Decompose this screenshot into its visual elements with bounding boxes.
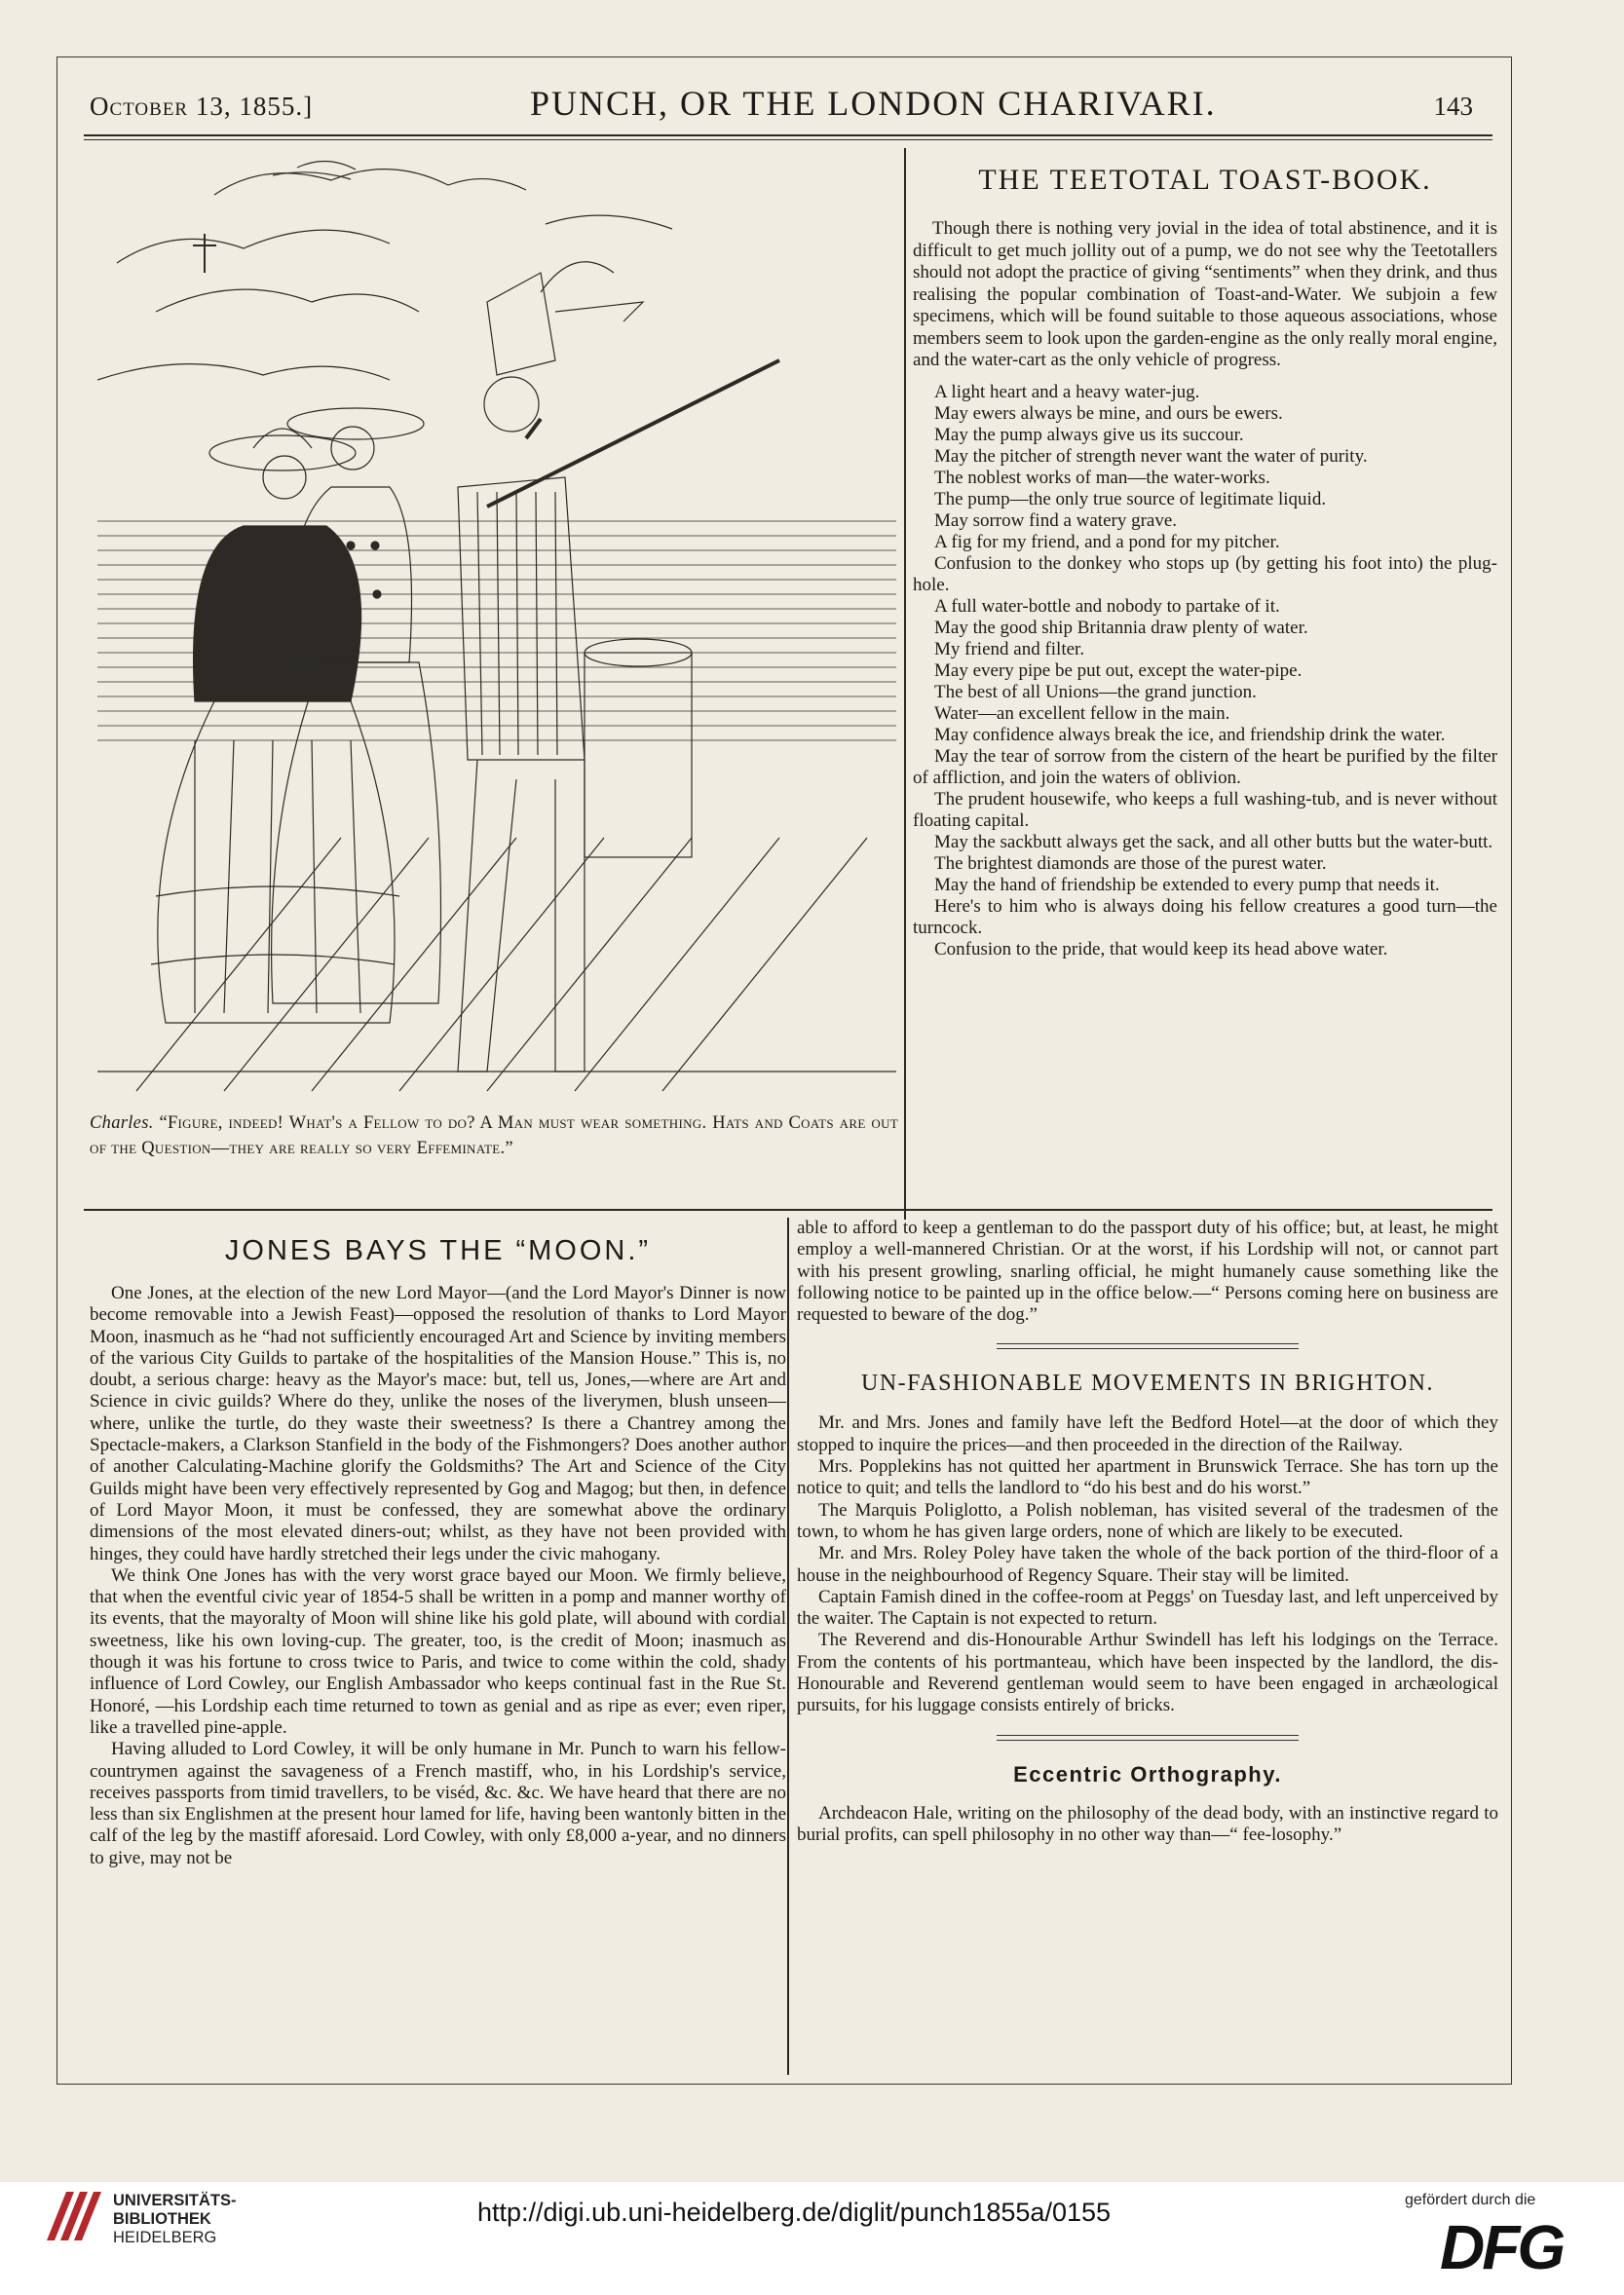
cloud-shapes — [97, 161, 672, 380]
library-line: UNIVERSITÄTS- — [113, 2192, 237, 2209]
teetotal-intro: Though there is nothing very jovial in the idea of total abstinence, and it is difficult to get much jollity out of a pump, we do not see why the Teetotallers should not adopt the practice of giving “sentiments” when they drink, and thus realising the popular combination of Toast-and-Water. We subjoin a few specimens, which will be found suitable to those aqueous associations, whose members seem to look upon the garden-engine as the only really moral engine, and the water-cart as the only vehicle of progress. — [913, 218, 1497, 370]
toast-item: Confusion to the pride, that would keep its head above water. — [934, 938, 1388, 959]
brighton-paragraph: Mrs. Popplekins has not quitted her apartment in Brunswick Terrace. She has torn up the notice to quit; and tells the landlord to “do his best and do his worst.” — [797, 1456, 1498, 1499]
library-name — [113, 2192, 237, 2247]
column-divider-bottom — [787, 1218, 789, 2075]
toast-item: May confidence always break the ice, and friendship drink the water. — [934, 724, 1446, 745]
teetotal-article — [913, 164, 1497, 960]
masthead-title: PUNCH, OR THE LONDON CHARIVARI. — [529, 84, 1217, 123]
digitization-footer — [0, 2182, 1624, 2295]
toast-item: May the hand of friendship be extended to every pump that needs it. — [934, 874, 1440, 895]
running-header — [90, 83, 1473, 132]
library-logo-icon — [37, 2182, 105, 2250]
toast-item: A full water-bottle and nobody to partake of it. — [934, 595, 1280, 617]
jones-paragraph: One Jones, at the election of the new Lord Mayor—(and the Lord Mayor's Dinner is now become removable into a Jewish Feast)—opposed the resolution of thanks to Lord Mayor Moon, inasmuch as he “had not sufficiently encouraged Art and Science by inviting members of the various City Guilds to partake of the hospitalities of the Mansion House.” This is, no doubt, a serious charge: heavy as the Mayor's mace: but, tell us, Jones,—where are Art and Science in civic guilds? Where do they, unlike the noses of the liverymen, blush unseen—where, unlike the turtle, do they waste their sweetness? Is there a Chantrey among the Spectacle-makers, a Clarkson Stanfield in the body of the Fishmongers? Does another author of another Calculating-Machine glorify the Goldsmiths? The Art and Science of the City Guilds might have been very effectively represented by Gog and Magog; but then, in defence of Lord Mayor Moon, it must be confessed, they are somewhat above the ordinary dimensions of the most elevated diners-out; whilst, as they have not been provided with hinges, they could have hardly stretched their legs under the civic mahogany. — [90, 1283, 786, 1564]
toast-item: May ewers always be mine, and ours be ewers. — [934, 402, 1283, 424]
toast-item: Water—an excellent fellow in the main. — [934, 702, 1230, 724]
caption-speaker: Charles. — [90, 1113, 154, 1133]
jones-continuation: able to afford to keep a gentleman to do the passport duty of his office; but, at least, he might employ a well-mannered Christian. Or at the worst, if his Lordship will not, or cannot part with his present growling, snarling official, he might humanely cause something like the following notice to be painted up in the office below.—“ Persons coming here on business are requested to beware of the dog.” — [797, 1218, 1498, 1326]
page-number: 143 — [1433, 92, 1473, 121]
jones-article — [90, 1229, 786, 1869]
funding-note: gefördert durch die — [1405, 2192, 1536, 2208]
jones-paragraph: Having alluded to Lord Cowley, it will be only humane in Mr. Punch to warn his fellow-countrymen against the savageness of a French mastiff, who, in his Lordship's service, receives passports from timid travellers, to be viséd, &c. &c. We have heard that there are no less than six Englishmen at the present hour lamed for life, having been wantonly bitten in the calf of the leg by the mastiff aforesaid. Lord Cowley, with only £8,000 a-year, and no dinners to give, may not be — [90, 1739, 786, 1868]
right-bottom-column — [797, 1218, 1498, 1846]
toast-item: The pump—the only true source of legitimate liquid. — [934, 488, 1327, 509]
figure-woman-middle — [272, 408, 441, 1003]
library-line: HEIDELBERG — [113, 2229, 217, 2246]
toast-item: May the tear of sorrow from the cistern of the heart be purified by the filter of affliction, and join the waters of oblivion. — [913, 745, 1497, 788]
toast-item: The noblest works of man—the water-works. — [934, 467, 1270, 488]
header-rule-thin — [84, 139, 1492, 140]
jones-title: JONES BAYS THE “MOON.” — [224, 1235, 652, 1266]
jones-paragraph: We think One Jones has with the very worst grace bayed our Moon. We firmly believe, that when the eventful civic year of 1854-5 shall be written in a pomp and manner worthy of its events, that the mayoralty of Moon will shine like his gold plate, will abound with cordial sweetness, like his own loving-cup. The greater, too, is the credit of Moon; inasmuch as though it was his fortune to cross twice to Paris, and twice to come within the cold, shady influence of Lord Cowley, our English Ambassador who keeps continual fast in the Rue St. Honoré, —his Lordship each time returned to town as genial and as ripe as ever; even riper, like a travelled pine-apple. — [90, 1564, 786, 1738]
brighton-paragraph: Captain Famish dined in the coffee-room at Peggs' on Tuesday last, and left unperceived by the waiter. The Captain is not expected to return. — [797, 1586, 1498, 1630]
toast-item: The brightest diamonds are those of the purest water. — [934, 852, 1327, 874]
toast-list — [913, 382, 1497, 960]
toast-item: The prudent housewife, who keeps a full washing-tub, and is never without floating capital. — [913, 788, 1497, 831]
column-divider-top — [904, 148, 906, 1220]
source-url-link[interactable]: http://digi.ub.uni-heidelberg.de/diglit/punch1855a/0155 — [477, 2198, 1112, 2227]
toast-item: A fig for my friend, and a pond for my pitcher. — [934, 531, 1280, 552]
issue-date: October 13, 1855.] — [90, 92, 314, 121]
section-rule — [84, 1209, 1492, 1211]
toast-item: Here's to him who is always doing his fellow creatures a good turn—the turncock. — [913, 895, 1497, 938]
toast-item: May the pump always give us its succour. — [934, 424, 1244, 445]
figure-woman-left — [151, 234, 399, 1023]
brighton-title: UN-FASHIONABLE MOVEMENTS IN BRIGHTON. — [861, 1371, 1434, 1397]
teetotal-title: THE TEETOTAL TOAST-BOOK. — [978, 164, 1432, 196]
engraving-illustration — [97, 156, 896, 1130]
toast-item: May the sackbutt always get the sack, and all other butts but the water-butt. — [934, 831, 1493, 852]
brighton-paragraph: The Reverend and dis-Honourable Arthur Swindell has left his lodgings on the Terrace. From the contents of his portmanteau, which have been inspected by the landlord, the dis-Honourable and Reverend gentleman would seem to have been engaged in archæological pursuits, for his luggage consists entirely of bricks. — [797, 1630, 1498, 1716]
brighton-paragraph: Mr. and Mrs. Jones and family have left the Bedford Hotel—at the door of which they stopped to inquire the prices—and then proceeded in the direction of the Railway. — [797, 1412, 1498, 1455]
toast-item: The best of all Unions—the grand junction. — [934, 681, 1257, 702]
toast-item: My friend and filter. — [934, 638, 1085, 659]
brighton-paragraph: Mr. and Mrs. Roley Poley have taken the whole of the back portion of the third-floor of a house in the neighbourhood of Regency Square. Their stay will be limited. — [797, 1543, 1498, 1586]
toast-item: May every pipe be put out, except the water-pipe. — [934, 659, 1303, 681]
toast-item: Confusion to the donkey who stops up (by getting his foot into) the plug-hole. — [913, 552, 1497, 595]
illustration-caption — [90, 1110, 898, 1161]
eccentric-text: Archdeacon Hale, writing on the philosophy of the dead body, with an instinctive regard to burial profits, can spell philosophy in no other way than—“ fee-losophy.” — [797, 1802, 1498, 1845]
header-rule — [84, 134, 1492, 136]
eccentric-title: Eccentric Orthography. — [1013, 1761, 1282, 1787]
brighton-paragraph: The Marquis Poliglotto, a Polish nobleman, has visited several of the tradesmen of the town, to whom he has given large orders, none of which are likely to be executed. — [797, 1499, 1498, 1542]
toast-item: May sorrow find a watery grave. — [934, 509, 1178, 531]
toast-item: A light heart and a heavy water-jug. — [934, 381, 1200, 402]
caption-text: “Figure, indeed! What's a Fellow to do? A Man must wear something. Hats and Coats are out of the Question—they are really so very Effeminate.” — [90, 1113, 898, 1158]
toast-item: May the good ship Britannia draw plenty of water. — [934, 617, 1308, 638]
library-line: BIBLIOTHEK — [113, 2210, 211, 2228]
figure-man — [458, 262, 779, 1072]
dfg-logo: DFG — [1440, 2212, 1564, 2282]
toast-item: May the pitcher of strength never want the water of purity. — [934, 445, 1368, 467]
